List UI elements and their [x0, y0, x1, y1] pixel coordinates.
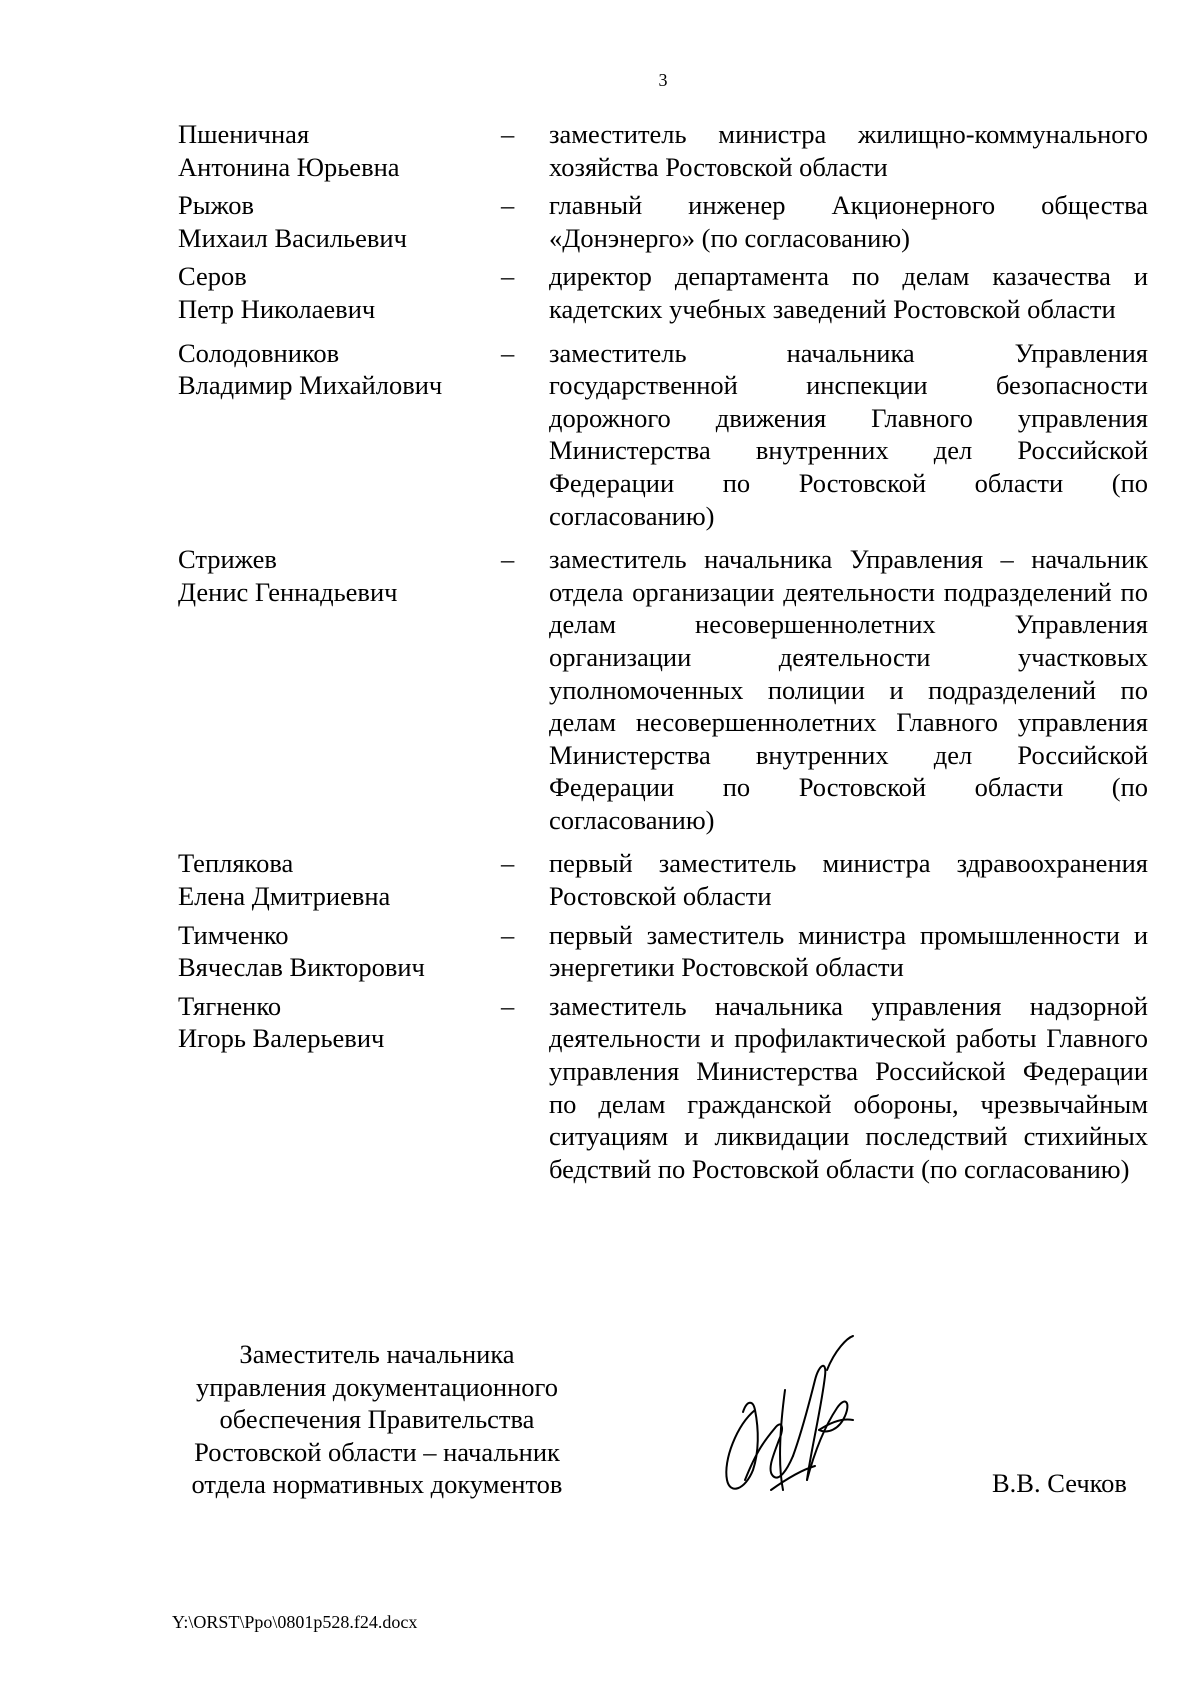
signatory-title [168, 1338, 586, 1501]
signatory-title-line: Заместитель начальника [239, 1339, 515, 1369]
member-surname: Теплякова [178, 848, 294, 879]
member-dash: – [501, 848, 515, 879]
member-entry [178, 919, 1148, 984]
handwritten-signature [715, 1330, 865, 1505]
member-dash: – [501, 919, 515, 950]
member-position: первый заместитель министра здравоохранения Ростовской области [549, 848, 1148, 912]
member-position: заместитель начальника Управления государственной инспекции безопасности дорожного движения Главного управления Министерства внутренних дел Российской Федерации по Ростовской области (по согласованию) [549, 337, 1148, 531]
member-dash: – [501, 990, 515, 1021]
member-surname: Стрижев [178, 544, 277, 575]
member-given-names: Владимир Михайлович [178, 370, 443, 401]
file-path: Y:\ORST\Ppo\0801p528.f24.docx [172, 1612, 418, 1632]
member-dash: – [501, 261, 515, 292]
member-name [178, 118, 498, 183]
member-entry [178, 990, 1148, 1186]
member-position: директор департамента по делам казачества и кадетских учебных заведений Ростовской области [549, 261, 1148, 324]
member-given-names: Денис Геннадьевич [178, 576, 398, 607]
signatory-title-line: обеспечения Правительства [219, 1404, 535, 1435]
member-dash: – [501, 544, 515, 575]
member-dash: – [501, 337, 515, 368]
member-dash: – [501, 119, 515, 149]
member-dash: – [501, 190, 515, 221]
member-position: заместитель министра жилищно-коммунального хозяйства Ростовской области [549, 119, 1148, 182]
member-surname: Тимченко [178, 919, 289, 950]
member-given-names: Петр Николаевич [178, 293, 376, 324]
member-name [178, 990, 498, 1055]
member-given-names: Игорь Валерьевич [178, 1023, 385, 1054]
page-number: 3 [658, 70, 668, 90]
member-entry [178, 543, 1148, 836]
member-entry [178, 260, 1148, 325]
member-name [178, 919, 498, 984]
member-surname: Серов [178, 261, 247, 292]
member-position: главный инженер Акционерного общества «Донэнерго» (по согласованию) [549, 190, 1148, 253]
member-name [178, 260, 498, 325]
member-position: заместитель начальника управления надзорной деятельности и профилактической работы Главного управления Министерства Российской Федерации по делам гражданской обороны, чрезвычайным ситуациям и ликвидации последствий стихийных бедствий по Ростовской области (по согласованию) [549, 990, 1148, 1184]
member-surname: Тягненко [178, 990, 282, 1021]
member-entry [178, 189, 1148, 254]
member-surname: Пшеничная [178, 119, 310, 149]
member-given-names: Михаил Васильевич [178, 222, 407, 253]
member-given-names: Вячеслав Викторович [178, 952, 425, 983]
member-surname: Рыжов [178, 190, 254, 221]
member-given-names: Елена Дмитриевна [178, 881, 391, 912]
member-entry [178, 337, 1148, 533]
member-name [178, 189, 498, 254]
member-name [178, 847, 498, 912]
signer-name: В.В. Сечков [992, 1468, 1127, 1498]
signatory-title-line: Ростовской области – начальник [194, 1436, 560, 1467]
member-entry [178, 847, 1148, 912]
member-given-names: Антонина Юрьевна [178, 151, 400, 182]
signatory-title-line: отдела нормативных документов [191, 1469, 563, 1500]
member-entry [178, 118, 1148, 183]
members-list [178, 118, 1148, 1185]
member-position: первый заместитель министра промышленности и энергетики Ростовской области [549, 919, 1148, 983]
signatory-title-line: управления документационного [196, 1371, 558, 1402]
member-name [178, 543, 498, 608]
member-name [178, 337, 498, 402]
member-surname: Солодовников [178, 337, 340, 368]
member-position: заместитель начальника Управления – начальник отдела организации деятельности подразделений по делам несовершеннолетних Управления организации деятельности участковых уполномоченных полиции и подразделений по делам несовершеннолетних Главного управления Министерства внутренних дел Российской Федерации по Ростовской области (по согласованию) [549, 544, 1148, 835]
